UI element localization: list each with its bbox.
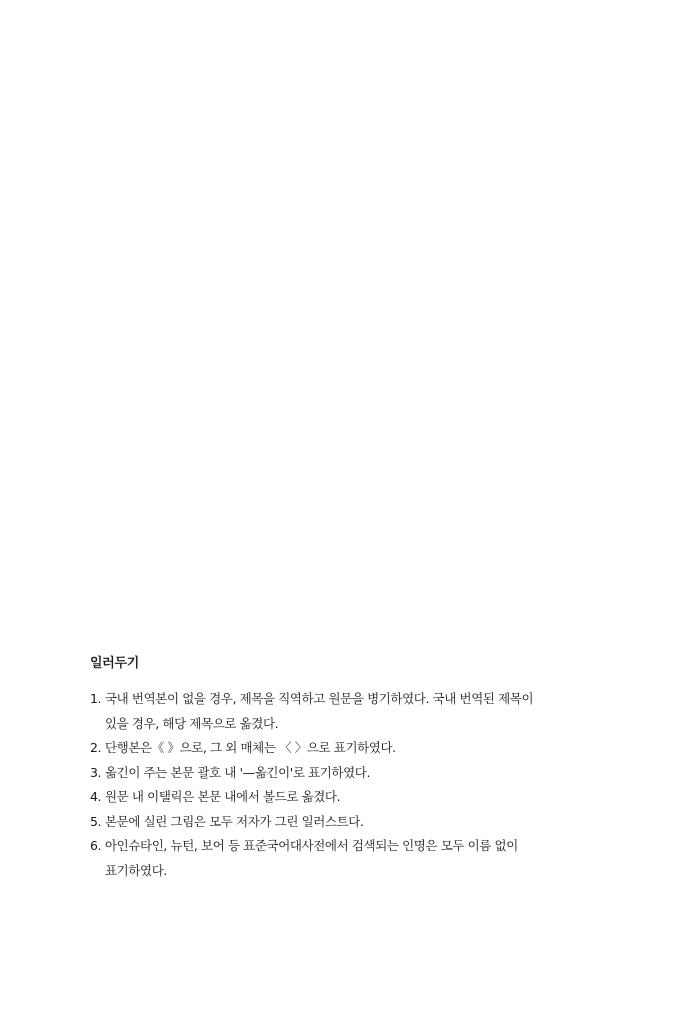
note-item-1 [90,687,560,736]
note-item-6 [90,834,560,883]
note-text: 아인슈타인, 뉴턴, 보어 등 표준국어대사전에서 검색되는 인명은 모두 이름 없이 표기하였다. [105,838,518,878]
note-number: 4. [90,789,102,804]
notes-list [90,687,560,883]
notes-title: 일러두기 [90,656,140,671]
note-item-2 [90,736,560,761]
note-item-5 [90,810,560,835]
note-text: 국내 번역본이 없을 경우, 제목을 직역하고 원문을 병기하였다. 국내 번역된 제목이 있을 경우, 해당 제목으로 옮겼다. [105,691,534,731]
note-text: 단행본은《 》으로, 그 외 매체는 〈 〉으로 표기하였다. [105,740,396,755]
note-item-4 [90,785,560,810]
note-item-3 [90,761,560,786]
note-number: 5. [90,813,102,829]
editorial-notes [90,655,560,883]
note-number: 6. [90,838,102,853]
note-number: 2. [90,740,102,755]
note-number: 1. [90,691,102,706]
note-text: 원문 내 이탤릭은 본문 내에서 볼드로 옮겼다. [105,789,341,804]
note-number: 3. [90,764,102,780]
note-text: 옮긴이 주는 본문 괄호 내 '—옮긴이'로 표기하였다. [105,764,371,780]
note-text: 본문에 실린 그림은 모두 저자가 그린 일러스트다. [105,813,364,829]
